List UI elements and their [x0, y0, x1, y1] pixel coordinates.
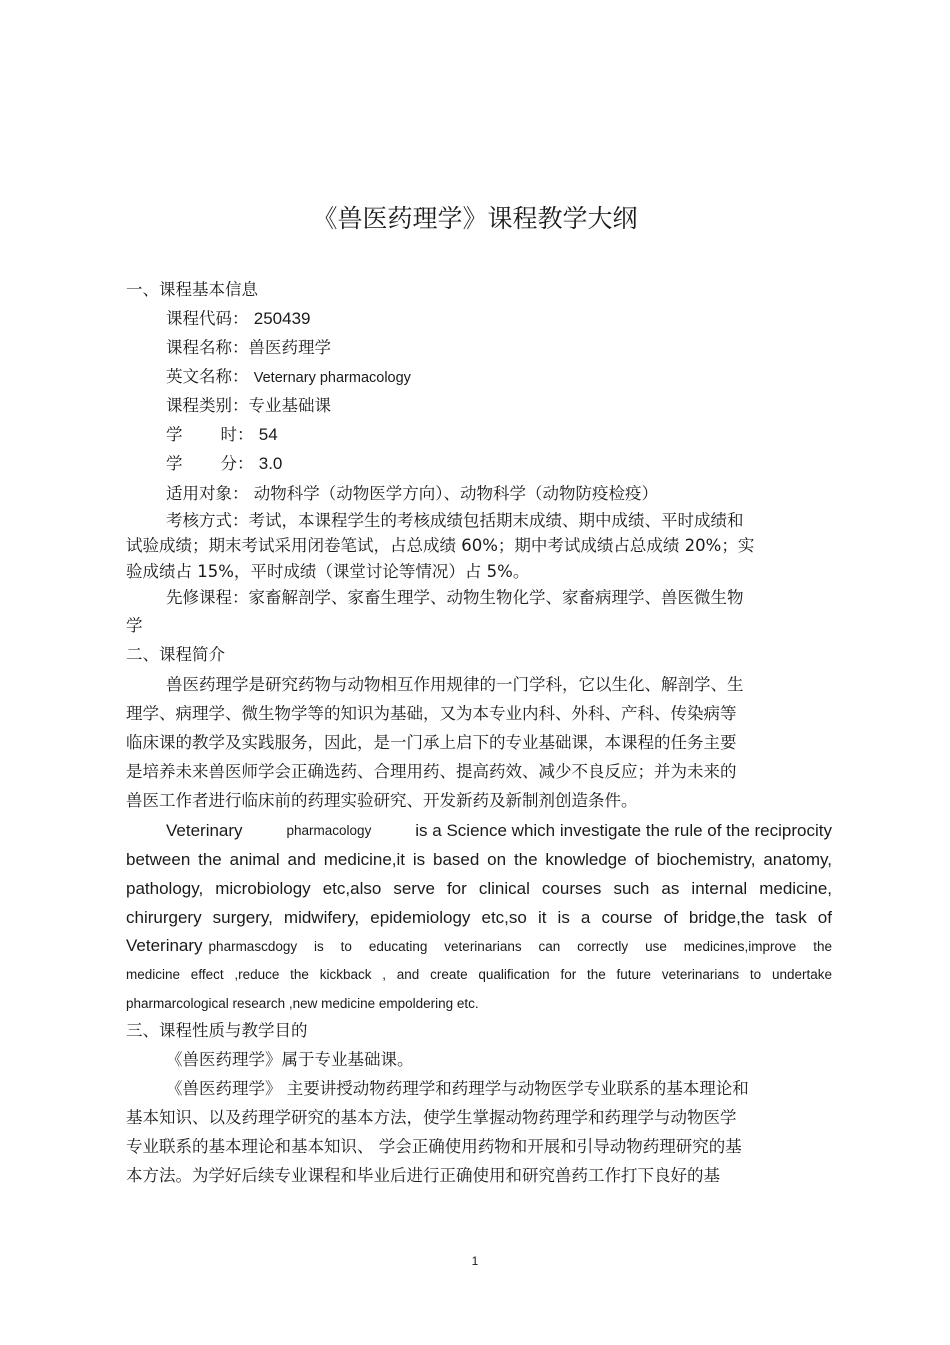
course-name-label: 课程名称：	[166, 338, 249, 357]
course-code-line	[166, 308, 310, 330]
course-type-value: 专业基础课	[248, 396, 331, 415]
prerequisites-line-1: 先修课程：家畜解剖学、家畜生理学、动物生物化学、家畜病理学、兽医微生物	[166, 588, 744, 607]
intro-cn-line: 临床课的教学及实践服务，因此，是一门承上启下的专业基础课，本课程的任务主要	[126, 733, 737, 752]
english-name-value: Veternary pharmacology	[253, 370, 411, 386]
intro-en-line: pathology, microbiology etc,also serve for clinical courses such as internal medicine,	[126, 879, 832, 898]
intro-cn-line: 兽医工作者进行临床前的药理实验研究、开发新药及新制剂创造条件。	[126, 791, 638, 810]
credit-value: 3.0	[258, 454, 283, 473]
purpose-line: 专业联系的基本理论和基本知识、 学会正确使用药物和开展和引导动物药理研究的基	[126, 1137, 742, 1156]
document-title: 《兽医药理学》课程教学大纲	[312, 204, 638, 233]
course-type-label: 课程类别：	[166, 396, 249, 415]
assessment-line-1: 考核方式：考试，本课程学生的考核成绩包括期末成绩、期中成绩、平时成绩和	[166, 511, 744, 530]
section-heading-basic-info: 一、课程基本信息	[126, 280, 258, 299]
course-name-line	[166, 337, 331, 359]
section-heading-introduction: 二、课程简介	[126, 645, 225, 664]
intro-en-word: Veterinary	[126, 936, 203, 955]
hours-line	[166, 424, 278, 446]
hours-label-b: 时：	[220, 425, 254, 444]
course-type-line	[166, 395, 331, 417]
intro-en-line: medicine effect ,reduce the kickback , and create qualification for the future veterinarians to undertake	[126, 967, 832, 982]
intro-en-line	[166, 820, 832, 842]
assessment-line-3: 验成绩占 15%，平时成绩（课堂讨论等情况）占 5%。	[126, 562, 530, 581]
intro-cn-line: 兽医药理学是研究药物与动物相互作用规律的一门学科，它以生化、解剖学、生	[166, 675, 744, 694]
credit-label-b: 分：	[220, 454, 254, 473]
intro-cn-line: 理学、病理学、微生物学等的知识为基础，又为本专业内科、外科、产科、传染病等	[126, 704, 737, 723]
page-number: 1	[471, 1254, 479, 1268]
course-name-value: 兽医药理学	[248, 338, 331, 357]
intro-en-text: is a Science which investigate the rule of the reciprocity	[415, 821, 832, 840]
intro-en-line: between the animal and medicine,it is based on the knowledge of biochemistry, anatomy,	[126, 850, 832, 869]
section-heading-nature-purpose: 三、课程性质与教学目的	[126, 1021, 308, 1040]
intro-cn-line: 是培养未来兽医师学会正确选药、合理用药、提高药效、减少不良反应；并为未来的	[126, 762, 737, 781]
hours-value: 54	[258, 425, 278, 444]
course-code-value: 250439	[253, 309, 311, 328]
intro-en-line: pharmarcological research ,new medicine empoldering etc.	[126, 996, 479, 1011]
course-code-label: 课程代码：	[166, 309, 249, 328]
hours-label-a: 学	[166, 425, 183, 444]
intro-en-line	[126, 935, 832, 958]
intro-en-word: Veterinary	[166, 821, 243, 840]
credit-line	[166, 453, 282, 475]
target-students-line: 适用对象： 动物科学（动物医学方向）、动物科学（动物防疫检疫）	[166, 484, 658, 503]
purpose-line: 《兽医药理学》 主要讲授动物药理学和药理学与动物医学专业联系的基本理论和	[166, 1079, 749, 1098]
prerequisites-line-2: 学	[126, 616, 143, 635]
nature-line: 《兽医药理学》属于专业基础课。	[166, 1050, 414, 1069]
purpose-line: 基本知识、以及药理学研究的基本方法，使学生掌握动物药理学和药理学与动物医学	[126, 1108, 737, 1127]
intro-en-text: pharmascdogy is to educating veterinarians can correctly use medicines,improve the	[208, 939, 832, 954]
intro-en-word: pharmacology	[286, 823, 372, 838]
intro-en-line: chirurgery surgery, midwifery, epidemiology etc,so it is a course of bridge,the task of	[126, 908, 832, 927]
english-name-label: 英文名称：	[166, 367, 249, 386]
purpose-line: 本方法。为学好后续专业课程和毕业后进行正确使用和研究兽药工作打下良好的基	[126, 1166, 720, 1185]
assessment-line-2: 试验成绩；期末考试采用闭卷笔试，占总成绩 60%；期中考试成绩占总成绩 20%；实	[126, 536, 755, 555]
english-name-line	[166, 366, 411, 389]
credit-label-a: 学	[166, 454, 183, 473]
